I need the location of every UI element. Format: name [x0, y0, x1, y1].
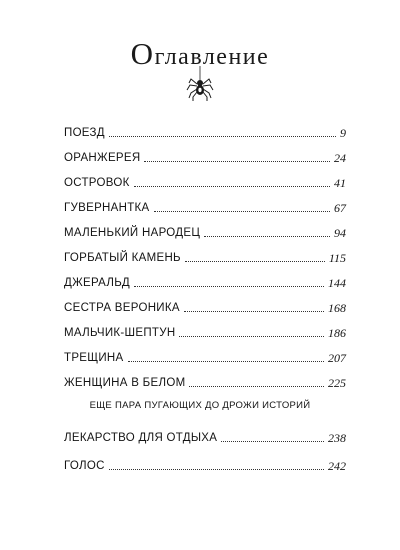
toc-entry[interactable] [64, 368, 346, 390]
toc-entry-title: ГУВЕРНАНТКА [64, 202, 150, 214]
toc-entry[interactable] [64, 451, 346, 473]
toc-entry-page: 238 [328, 431, 346, 445]
toc-entry[interactable] [64, 118, 346, 140]
dot-leader [128, 360, 325, 362]
toc-entry[interactable] [64, 343, 346, 365]
toc-entry-title: МАЛЬЧИК-ШЕПТУН [64, 327, 176, 339]
toc-entry[interactable] [64, 268, 346, 290]
toc-entry[interactable] [64, 243, 346, 265]
toc-entry-title: ПОЕЗД [64, 127, 105, 139]
toc-entry-page: 225 [328, 376, 346, 390]
toc-entry[interactable] [64, 218, 346, 240]
title-rest: главление [154, 44, 270, 70]
toc-entry[interactable] [64, 143, 346, 165]
dot-leader [185, 260, 325, 262]
section-subheading: ЕЩЕ ПАРА ПУГАЮЩИХ ДО ДРОЖИ ИСТОРИЙ [89, 400, 311, 411]
toc-entry-page: 207 [328, 351, 346, 365]
dot-leader [179, 335, 324, 337]
toc-entry-page: 67 [334, 201, 346, 215]
toc-entry[interactable] [64, 423, 346, 445]
dot-leader [134, 285, 324, 287]
toc-entry-page: 242 [328, 459, 346, 473]
toc-entry-page: 41 [334, 176, 346, 190]
dot-leader [221, 440, 324, 442]
dot-leader [109, 135, 336, 137]
dot-leader [184, 310, 324, 312]
toc-entry[interactable] [64, 293, 346, 315]
title-initial: О [130, 36, 155, 71]
toc-entry-page: 24 [334, 151, 346, 165]
toc-entry[interactable] [64, 318, 346, 340]
dot-leader [134, 185, 330, 187]
toc-entry-title: ОСТРОВОК [64, 177, 130, 189]
toc-entry-page: 94 [334, 226, 346, 240]
toc-entry-title: ГОЛОС [64, 460, 105, 472]
toc-entry-page: 144 [328, 276, 346, 290]
toc-entry-page: 168 [328, 301, 346, 315]
dot-leader [154, 210, 330, 212]
toc-entry-page: 115 [328, 251, 346, 265]
toc-entry-page: 186 [328, 326, 346, 340]
dot-leader [109, 468, 324, 470]
dot-leader [204, 235, 330, 237]
spider-icon [186, 66, 214, 102]
toc-entry[interactable] [64, 168, 346, 190]
dot-leader [144, 160, 330, 162]
toc-entry[interactable] [64, 193, 346, 215]
toc-entry-title: ОРАНЖЕРЕЯ [64, 152, 141, 164]
toc-entry-title: ЖЕНЩИНА В БЕЛОМ [64, 377, 186, 389]
toc-entry-title: ДЖЕРАЛЬД [64, 277, 130, 289]
dot-leader [189, 385, 324, 387]
toc-entry-title: МАЛЕНЬКИЙ НАРОДЕЦ [64, 227, 201, 239]
toc-entry-title: ТРЕЩИНА [64, 352, 124, 364]
toc-entry-title: ГОРБАТЫЙ КАМЕНЬ [64, 252, 181, 264]
toc-entry-title: ЛЕКАРСТВО ДЛЯ ОТДЫХА [64, 432, 218, 444]
toc-entry-title: СЕСТРА ВЕРОНИКА [64, 302, 180, 314]
toc-entry-page: 9 [340, 126, 346, 140]
